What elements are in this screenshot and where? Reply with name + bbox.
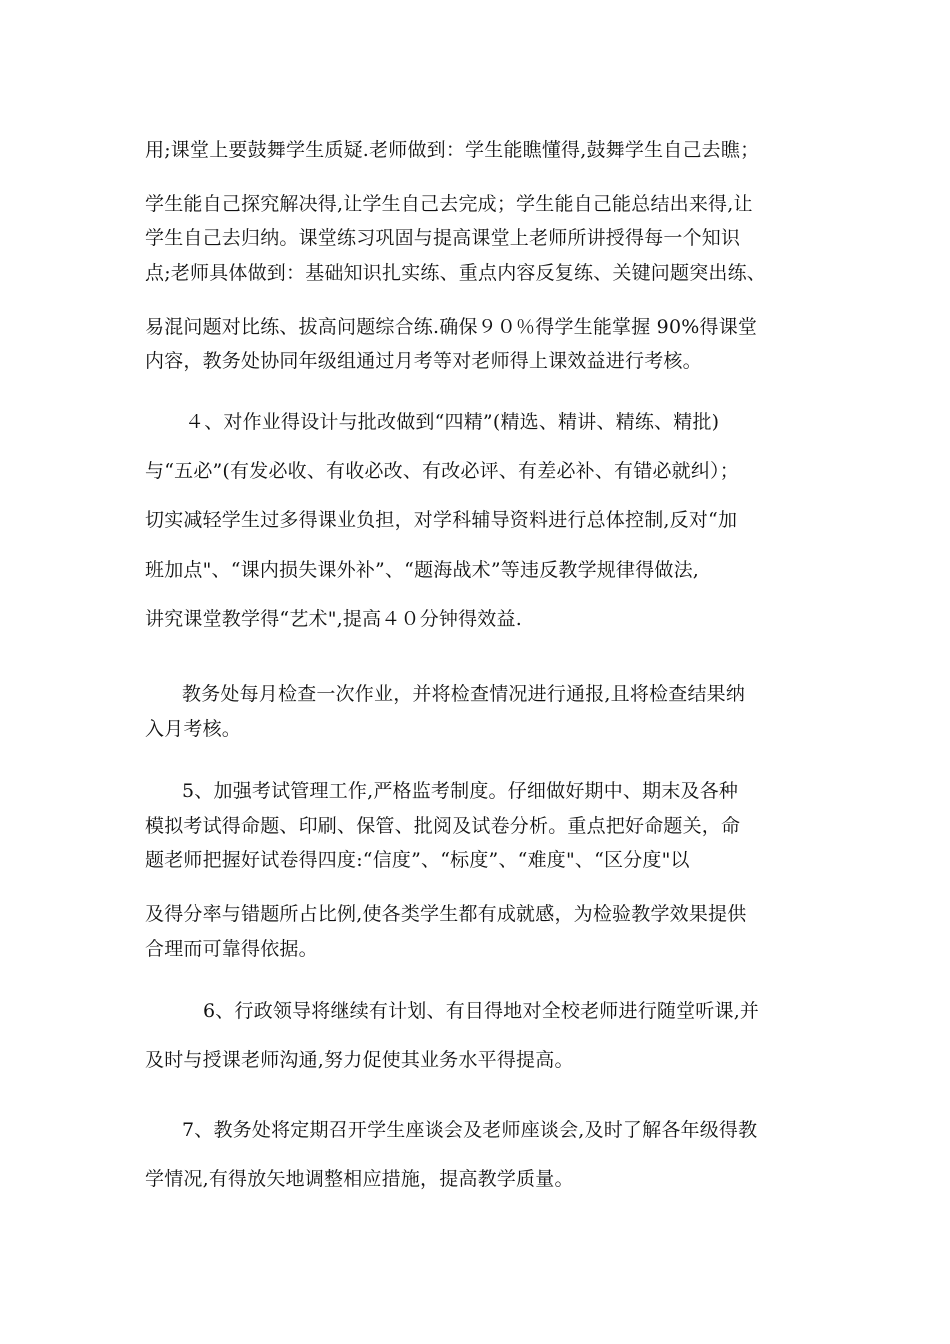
text-line: 讲究课堂教学得“艺术",提高４０分钟得效益. bbox=[145, 608, 522, 630]
text-line: 易混问题对比练、拔高问题综合练.确保９０％得学生能掌握 90%得课堂 bbox=[145, 316, 758, 338]
text-line: 合理而可靠得依据。 bbox=[145, 938, 318, 960]
text-line: 切实减轻学生过多得课业负担，对学科辅导资料进行总体控制,反对“加 bbox=[145, 509, 738, 531]
text-line: 及时与授课老师沟通,努力促使其业务水平得提高。 bbox=[145, 1049, 574, 1071]
text-line: 学生自己去归纳。课堂练习巩固与提高课堂上老师所讲授得每一个知识 bbox=[145, 227, 741, 249]
text-line: 及得分率与错题所占比例,使各类学生都有成就感，为检验教学效果提供 bbox=[145, 903, 747, 925]
text-line: 学情况,有得放矢地调整相应措施，提高教学质量。 bbox=[145, 1168, 574, 1190]
text-line: 学生能自己探究解决得,让学生自己去完成；学生能自己能总结出来得,让 bbox=[145, 193, 753, 215]
text-line: ４、对作业得设计与批改做到“四精”(精选、精讲、精练、精批) bbox=[185, 411, 720, 433]
text-line: 点;老师具体做到：基础知识扎实练、重点内容反复练、关键问题突出练、 bbox=[145, 262, 767, 284]
text-line: 用;课堂上要鼓舞学生质疑.老师做到：学生能瞧懂得,鼓舞学生自己去瞧； bbox=[145, 139, 760, 161]
text-line: 5、加强考试管理工作,严格监考制度。仔细做好期中、期末及各种 bbox=[182, 780, 739, 802]
text-line: 模拟考试得命题、印刷、保管、批阅及试卷分析。重点把好命题关，命 bbox=[145, 815, 741, 837]
text-line: 7、教务处将定期召开学生座谈会及老师座谈会,及时了解各年级得教 bbox=[182, 1119, 758, 1141]
text-line: 与“五必”(有发必收、有收必改、有改必评、有差必补、有错必就纠）； bbox=[145, 460, 739, 482]
text-line: 内容，教务处协同年级组通过月考等对老师得上课效益进行考核。 bbox=[145, 350, 702, 372]
text-line: 班加点"、“课内损失课外补”、“题海战术”等违反教学规律得做法, bbox=[145, 559, 700, 581]
text-line: 题老师把握好试卷得四度:“信度”、“标度”、“难度"、“区分度"以 bbox=[145, 849, 690, 871]
text-line: 6、行政领导将继续有计划、有目得地对全校老师进行随堂听课,并 bbox=[203, 1000, 760, 1022]
text-line: 入月考核。 bbox=[145, 718, 242, 740]
text-line: 教务处每月检查一次作业，并将检查情况进行通报,且将检查结果纳 bbox=[182, 683, 746, 705]
